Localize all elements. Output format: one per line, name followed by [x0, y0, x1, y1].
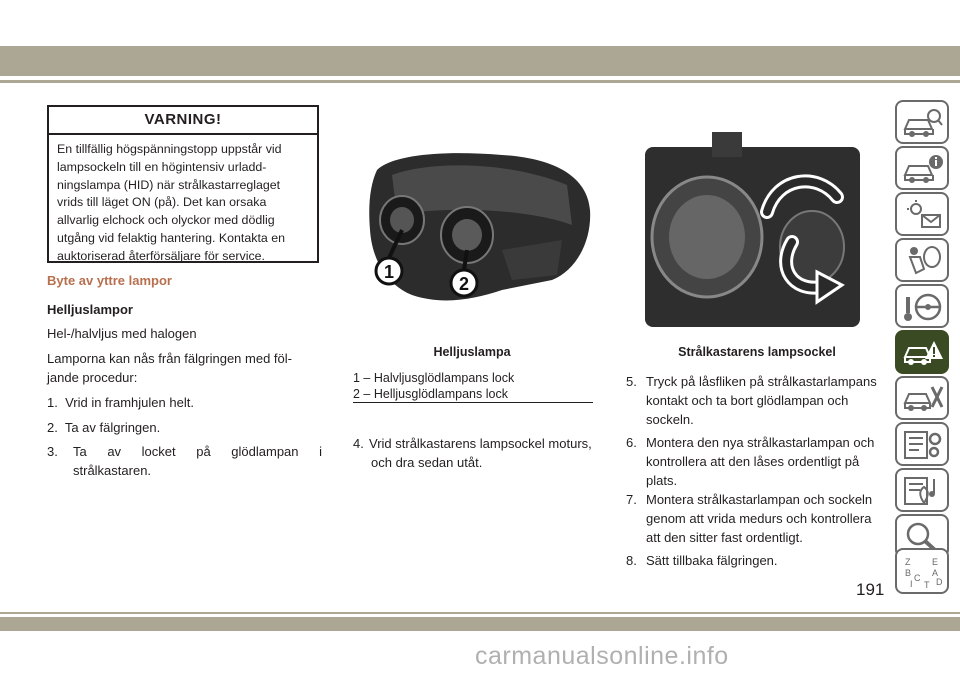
step-4	[353, 434, 608, 472]
step-text: Vrid strålkastarens lampsockel moturs,	[369, 436, 592, 451]
airbag-icon	[902, 245, 944, 277]
access-line: jande procedur:	[47, 370, 138, 385]
car-search-icon	[902, 107, 944, 139]
step-3	[47, 442, 322, 480]
car-info-icon	[902, 153, 944, 185]
warning-box	[47, 105, 319, 263]
index-letter: E	[932, 557, 939, 567]
step-text: strålkastaren.	[73, 463, 152, 478]
step-text: sockeln.	[646, 412, 694, 427]
top-band-rule	[0, 80, 960, 83]
step-number: 7.	[626, 492, 637, 507]
step-text: kontakt och ta bort glödlampan och	[646, 393, 849, 408]
warning-line: auktoriserad återförsäljare för service.	[57, 248, 265, 263]
steering-icon	[902, 291, 944, 323]
photo1-legend	[353, 370, 514, 402]
index-letter: C	[914, 573, 921, 583]
step-text: Sätt tillbaka fälgringen.	[646, 553, 778, 568]
tab-specifications[interactable]	[895, 422, 949, 466]
step-7	[626, 490, 891, 547]
tab-index[interactable]	[895, 548, 949, 594]
tab-multimedia[interactable]	[895, 468, 949, 512]
photo2-caption: Strålkastarens lampsockel	[678, 345, 836, 359]
step-2	[47, 418, 322, 437]
headlamp-photo	[352, 130, 602, 336]
specifications-icon	[902, 429, 944, 461]
step-6	[626, 433, 891, 490]
watermark: carmanualsonline.info	[475, 642, 729, 670]
step-1	[47, 393, 322, 412]
photo1-caption: Helljuslampa	[433, 345, 511, 359]
warning-line: allvarlig elchock och olyckor med dödlig	[57, 213, 275, 228]
top-band	[0, 46, 960, 76]
intro-text: Hel-/halvljus med halogen	[47, 326, 197, 341]
warning-line: En tillfällig högspänningstopp uppstår vid	[57, 142, 282, 156]
tab-warning-lights[interactable]	[895, 192, 949, 236]
warning-line: lampsockeln till en högintensiv urladd-	[57, 159, 267, 174]
legend-item: 1 – Halvljusglödlampans lock	[353, 371, 515, 385]
step-5	[626, 372, 891, 429]
section-title: Byte av yttre lampor	[47, 273, 172, 288]
step-number: 3.	[47, 444, 58, 459]
step-text: Vrid in framhjulen helt.	[65, 395, 194, 410]
index-letter: D	[936, 577, 943, 587]
headlamp-illustration	[352, 130, 602, 336]
step-number: 8.	[626, 553, 637, 568]
page-number: 191	[856, 580, 885, 599]
step-text: genom att vrida medurs och kontrollera	[646, 511, 872, 526]
step-number: 6.	[626, 435, 637, 450]
subheading: Helljuslampor	[47, 302, 133, 317]
warning-title: VARNING!	[49, 107, 317, 135]
step-text: Ta av fälgringen.	[64, 420, 161, 435]
step-text: plats.	[646, 473, 678, 488]
legend-item: 2 – Helljusglödlampans lock	[353, 387, 508, 401]
step-text: Montera strålkastarlampan och sockeln	[646, 492, 873, 507]
step-text: att den sitter fast ordentligt.	[646, 530, 803, 545]
index-letter: Z	[905, 557, 911, 567]
callout-2: 2	[458, 274, 470, 294]
step-8	[626, 551, 891, 570]
index-letter: T	[924, 580, 930, 589]
tab-car-warning[interactable]	[895, 330, 949, 374]
step-number: 4.	[353, 436, 364, 451]
warning-line: ningslampa (HID) när strålkastarreglaget	[57, 177, 281, 192]
bottom-band-rule	[0, 612, 960, 614]
legend-rule	[353, 402, 593, 403]
tab-car-info[interactable]	[895, 146, 949, 190]
step-number: 1.	[47, 395, 58, 410]
index-letter: A	[932, 568, 939, 578]
tab-car-search[interactable]	[895, 100, 949, 144]
tab-airbag[interactable]	[895, 238, 949, 282]
step-text: Ta av locket på glödlampan i	[73, 444, 322, 459]
lamp-socket-photo	[627, 127, 877, 337]
step-text: Montera den nya strålkastarlampan och	[646, 435, 875, 450]
multimedia-icon	[902, 475, 944, 507]
car-warning-icon	[902, 337, 944, 369]
tab-car-service[interactable]	[895, 376, 949, 420]
index-icon	[902, 555, 944, 589]
warning-lights-icon	[902, 199, 944, 231]
access-text	[47, 349, 322, 387]
step-text: och dra sedan utåt.	[371, 455, 483, 470]
index-letter: B	[905, 568, 912, 578]
tab-steering[interactable]	[895, 284, 949, 328]
car-service-icon	[902, 383, 944, 415]
bottom-band	[0, 617, 960, 631]
warning-line: vrids till läget ON (på). Det kan orsaka	[57, 195, 267, 210]
access-line: Lamporna kan nås från fälgringen med föl-	[47, 351, 292, 366]
step-text: Tryck på låsfliken på strålkastarlampans	[646, 374, 877, 389]
step-number: 5.	[626, 374, 637, 389]
lamp-socket-illustration	[627, 127, 877, 337]
warning-text	[49, 135, 317, 272]
step-text: kontrollera att den låses ordentligt på	[646, 454, 860, 469]
callout-1: 1	[383, 262, 395, 282]
index-letter: I	[910, 579, 913, 589]
step-number: 2.	[47, 420, 58, 435]
warning-line: utgång vid felaktig hantering. Kontakta en	[57, 230, 286, 245]
